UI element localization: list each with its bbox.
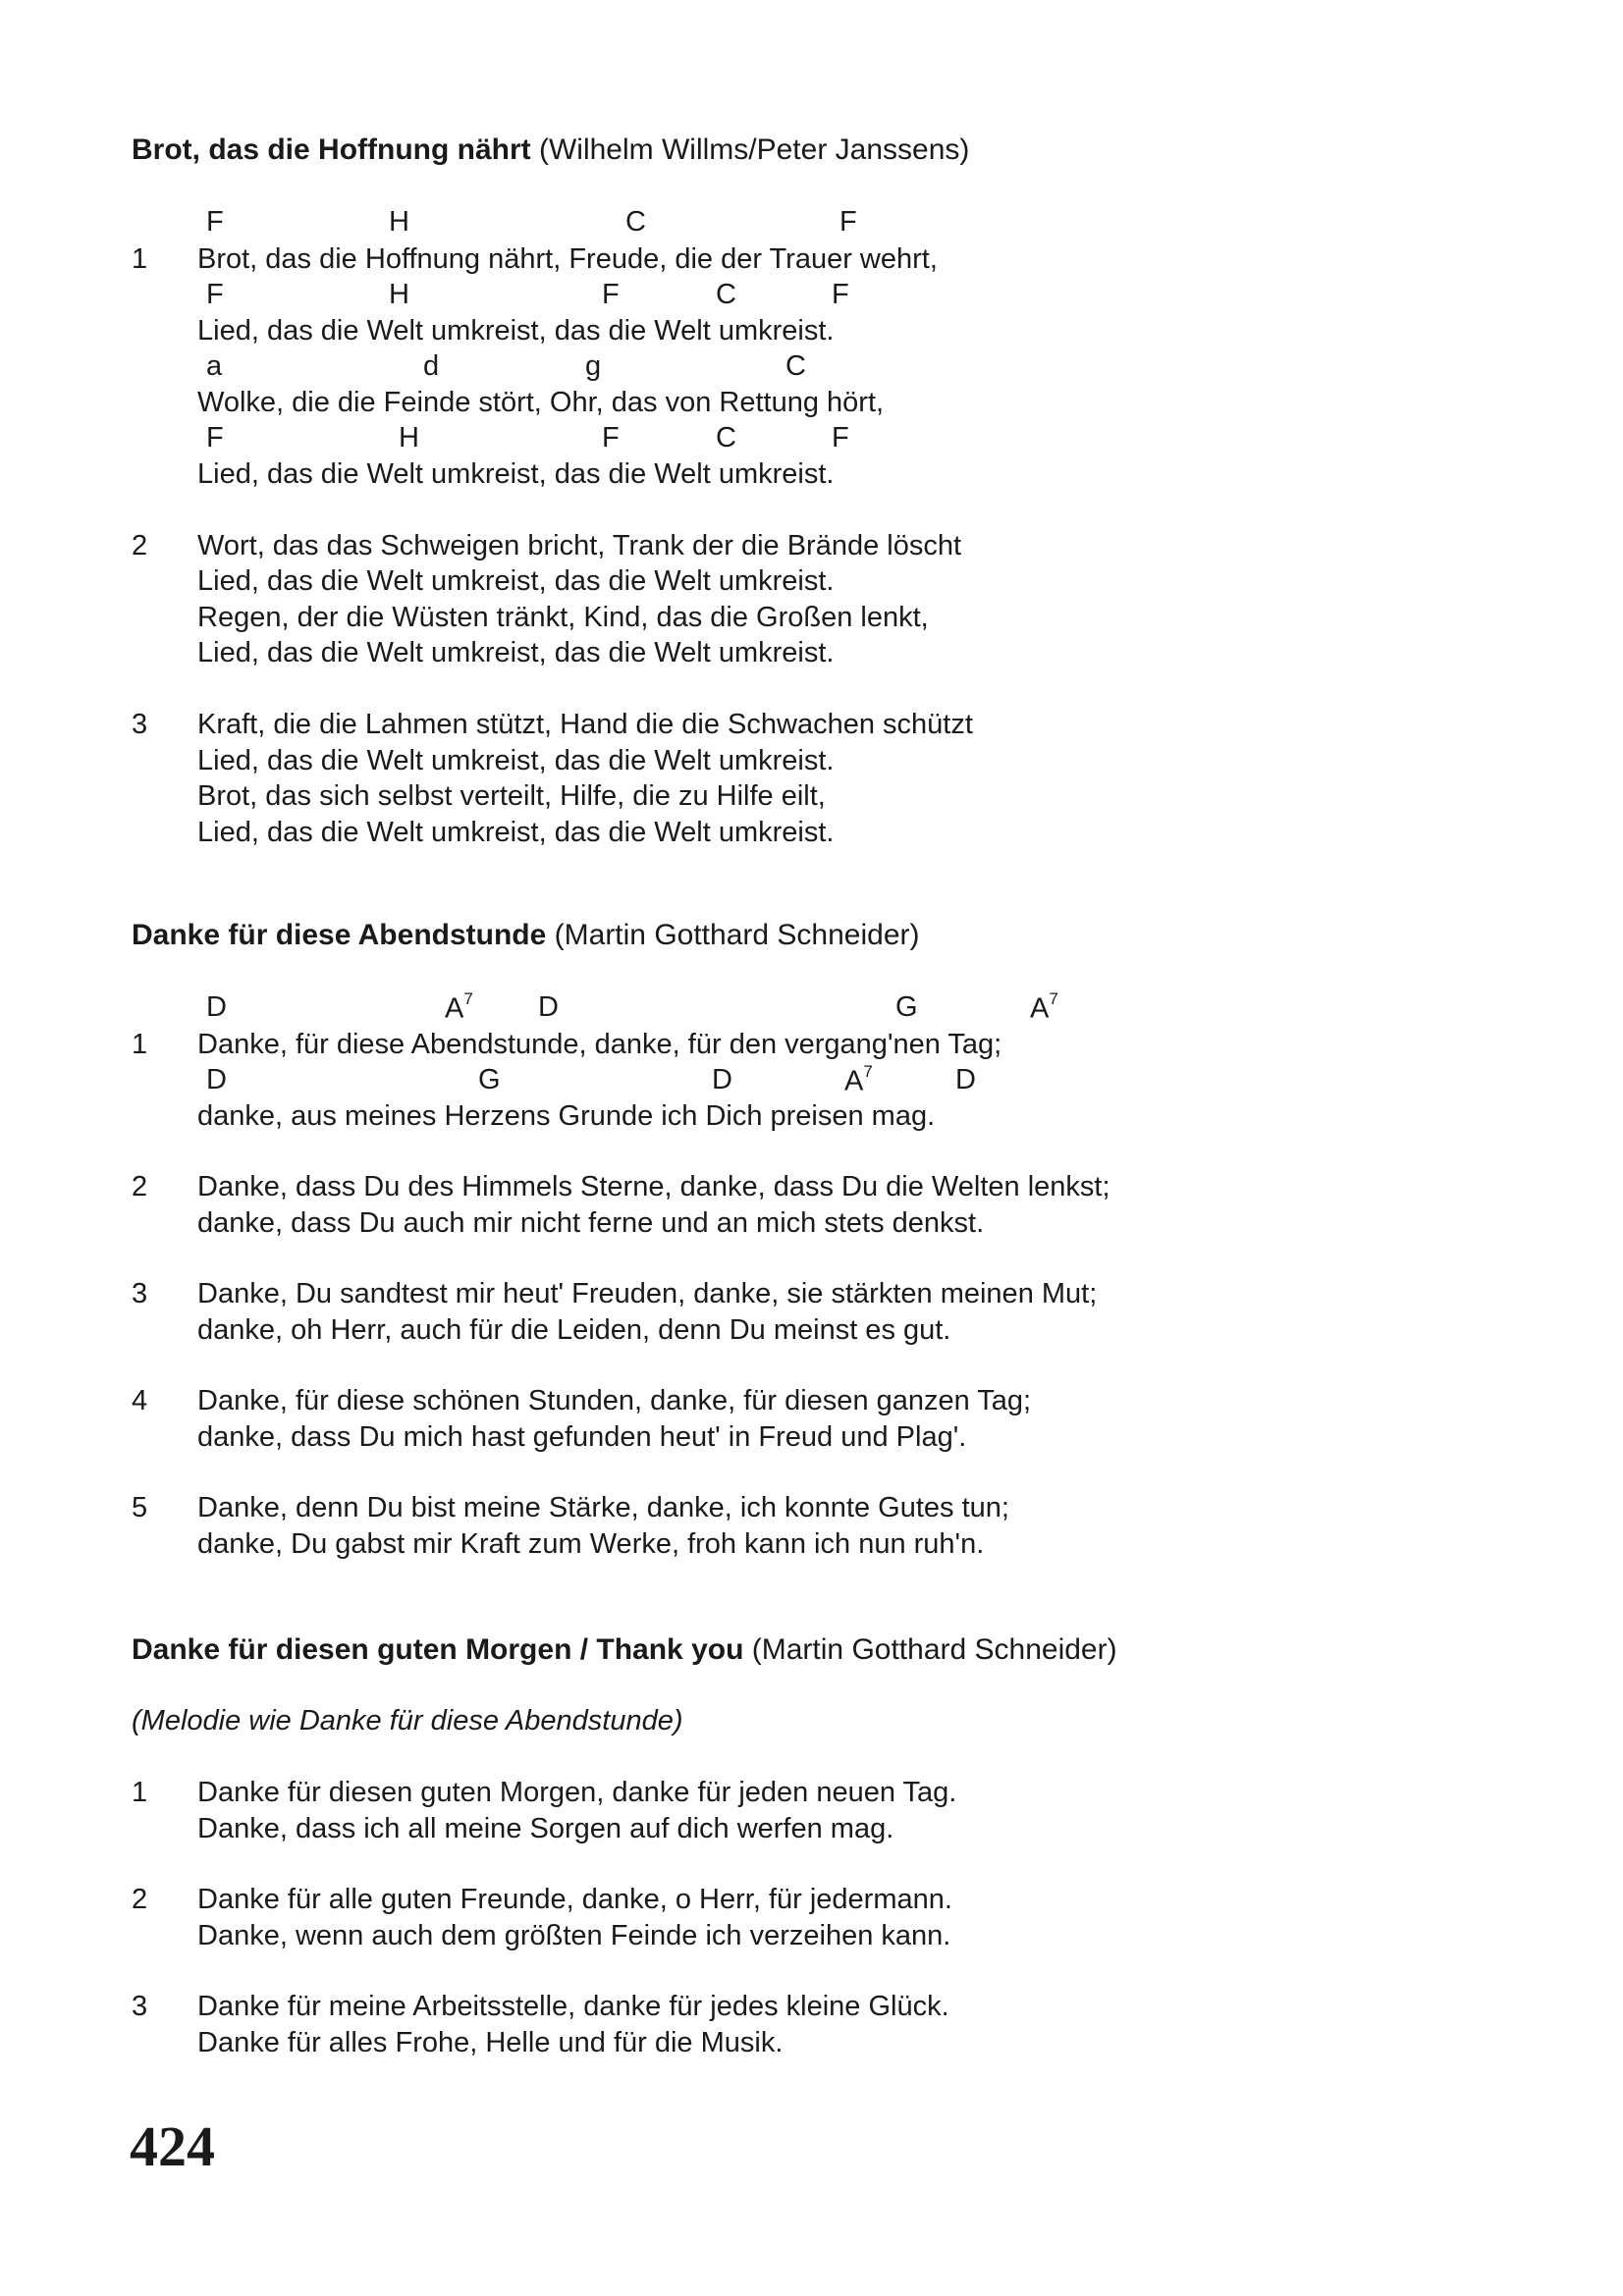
lyric-line: Lied, das die Welt umkreist, das die Welt umkreist. xyxy=(197,565,835,597)
song-title xyxy=(132,1635,1117,1665)
chord: F xyxy=(832,279,849,310)
chord: F xyxy=(839,206,857,238)
chord: F xyxy=(206,279,224,310)
chord xyxy=(844,1062,873,1097)
lyric-line: Danke, für diese schönen Stunden, danke, für diesen ganzen Tag; xyxy=(197,1385,1032,1416)
lyric-line: Danke, denn Du bist meine Stärke, danke, ich konnte Gutes tun; xyxy=(197,1492,1009,1523)
verse-number: 2 xyxy=(132,1171,148,1202)
lyric-line: Lied, das die Welt umkreist, das die Welt umkreist. xyxy=(197,458,835,490)
song-authors: (Martin Gotthard Schneider) xyxy=(554,919,920,951)
lyric-line: Brot, das sich selbst verteilt, Hilfe, die zu Hilfe eilt, xyxy=(197,780,826,812)
lyric-line: Regen, der die Wüsten tränkt, Kind, das die Großen lenkt, xyxy=(197,602,929,633)
chord: F xyxy=(206,422,224,454)
lyric-line: Lied, das die Welt umkreist, das die Welt umkreist. xyxy=(197,745,835,776)
lyric-line: Danke, dass Du des Himmels Sterne, danke, dass Du die Welten lenkst; xyxy=(197,1171,1110,1202)
chord: a xyxy=(206,350,223,382)
verse-number: 2 xyxy=(132,530,148,561)
song-authors: (Wilhelm Willms/Peter Janssens) xyxy=(538,133,970,166)
chord: G xyxy=(895,991,918,1023)
chord: D xyxy=(538,991,559,1023)
verse-number: 1 xyxy=(132,243,148,275)
chord: D xyxy=(206,1064,227,1095)
chord: F xyxy=(832,422,849,454)
lyric-line: Danke für diesen guten Morgen, danke für jeden neuen Tag. xyxy=(197,1777,957,1808)
verse-number: 1 xyxy=(132,1029,148,1060)
chord: F xyxy=(206,206,224,238)
lyric-line: Lied, das die Welt umkreist, das die Welt umkreist. xyxy=(197,315,835,347)
verse-number: 3 xyxy=(132,1991,148,2022)
lyric-line: Danke für meine Arbeitsstelle, danke für jedes kleine Glück. xyxy=(197,1991,949,2022)
chord xyxy=(445,989,473,1025)
lyric-line: Danke, wenn auch dem größten Feinde ich verzeihen kann. xyxy=(197,1920,951,1951)
song-title-text: Danke für diese Abendstunde xyxy=(132,919,547,951)
chord: F xyxy=(602,422,620,454)
lyric-line: Danke für alles Frohe, Helle und für die Musik. xyxy=(197,2027,784,2058)
song-authors: (Martin Gotthard Schneider) xyxy=(751,1633,1117,1666)
melody-note: (Melodie wie Danke für diese Abendstunde) xyxy=(132,1705,683,1736)
verse-number: 1 xyxy=(132,1777,148,1808)
lyric-line: Danke, für diese Abendstunde, danke, für den vergang'nen Tag; xyxy=(197,1029,1002,1060)
chord: H xyxy=(399,422,419,454)
verse-number: 5 xyxy=(132,1492,148,1523)
lyric-line: danke, Du gabst mir Kraft zum Werke, froh kann ich nun ruh'n. xyxy=(197,1528,985,1560)
chord: H xyxy=(389,206,409,238)
page-number: 424 xyxy=(130,2114,215,2178)
chord: D xyxy=(955,1064,976,1095)
lyric-line: Lied, das die Welt umkreist, das die Welt umkreist. xyxy=(197,817,835,848)
chord: H xyxy=(389,279,409,310)
chord-root: A xyxy=(445,992,464,1025)
song-title-text: Danke für diesen guten Morgen / Thank you xyxy=(132,1633,744,1666)
verse-number: 3 xyxy=(132,709,148,740)
chord-root: A xyxy=(1030,992,1050,1025)
chord: C xyxy=(716,279,736,310)
chord: G xyxy=(478,1064,501,1095)
lyric-line: Danke für alle guten Freunde, danke, o Herr, für jedermann. xyxy=(197,1884,952,1915)
song-title xyxy=(132,135,969,165)
chord xyxy=(1030,989,1058,1025)
chord: F xyxy=(602,279,620,310)
verse-number: 4 xyxy=(132,1385,148,1416)
song-title-text: Brot, das die Hoffnung nährt xyxy=(132,133,531,166)
chord: d xyxy=(423,350,440,382)
chord: g xyxy=(585,350,602,382)
lyric-line: danke, dass Du mich hast gefunden heut' in Freud und Plag'. xyxy=(197,1421,967,1453)
chord-superscript: 7 xyxy=(863,1062,873,1081)
chord: C xyxy=(785,350,806,382)
lyric-line: Lied, das die Welt umkreist, das die Welt umkreist. xyxy=(197,637,835,668)
chord-root: A xyxy=(844,1065,864,1097)
verse-number: 3 xyxy=(132,1278,148,1309)
chord: D xyxy=(712,1064,732,1095)
lyric-line: Brot, das die Hoffnung nährt, Freude, die der Trauer wehrt, xyxy=(197,243,938,275)
chord: C xyxy=(716,422,736,454)
chord-superscript: 7 xyxy=(463,989,473,1008)
lyric-line: danke, dass Du auch mir nicht ferne und an mich stets denkst. xyxy=(197,1207,985,1239)
verse-number: 2 xyxy=(132,1884,148,1915)
song-title xyxy=(132,921,919,950)
lyric-line: Wort, das das Schweigen bricht, Trank der die Brände löscht xyxy=(197,530,962,561)
lyric-line: Danke, Du sandtest mir heut' Freuden, danke, sie stärkten meinen Mut; xyxy=(197,1278,1098,1309)
chord: C xyxy=(625,206,646,238)
lyric-line: danke, aus meines Herzens Grunde ich Dich preisen mag. xyxy=(197,1100,936,1132)
lyric-line: Danke, dass ich all meine Sorgen auf dich werfen mag. xyxy=(197,1813,894,1844)
lyric-line: Kraft, die die Lahmen stützt, Hand die die Schwachen schützt xyxy=(197,709,973,740)
chord: D xyxy=(206,991,227,1023)
chord-superscript: 7 xyxy=(1049,989,1058,1008)
lyric-line: Wolke, die die Feinde stört, Ohr, das von Rettung hört, xyxy=(197,387,885,418)
lyric-line: danke, oh Herr, auch für die Leiden, denn Du meinst es gut. xyxy=(197,1314,951,1346)
